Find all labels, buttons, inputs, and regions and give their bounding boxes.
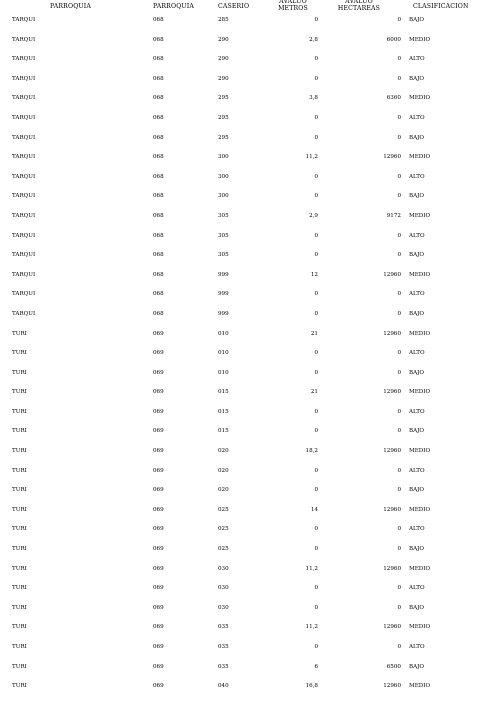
cell-avaluo-hectareas: 0: [397, 526, 401, 533]
table-row: [0, 370, 493, 390]
cell-avaluo-metros: 0: [314, 467, 318, 474]
cell-avaluo-hectareas: 0: [397, 252, 401, 259]
cell-codigo: 069: [153, 506, 164, 513]
cell-codigo: 068: [153, 252, 164, 259]
cell-clasificacion: ALTO: [409, 585, 425, 592]
cell-clasificacion: MEDIO: [409, 565, 431, 572]
cell-parroquia: TURI: [12, 546, 27, 553]
cell-clasificacion: BAJO: [409, 546, 424, 553]
table-row: [0, 115, 493, 135]
cell-clasificacion: BAJO: [409, 75, 424, 82]
cell-avaluo-metros: 2,8: [309, 36, 318, 43]
cell-avaluo-hectareas: 0: [397, 56, 401, 63]
cell-avaluo-metros: 0: [314, 75, 318, 82]
cell-parroquia: TARQUI: [12, 271, 36, 278]
cell-avaluo-hectareas: 0: [397, 428, 401, 435]
cell-parroquia: TARQUI: [12, 232, 36, 239]
cell-avaluo-metros: 21: [310, 330, 318, 337]
cell-avaluo-metros: 12: [310, 271, 318, 278]
cell-avaluo-hectareas: 0: [397, 487, 401, 494]
header-clasificacion: CLASIFICACION: [413, 3, 469, 10]
cell-caserio: 040: [218, 683, 229, 690]
cell-parroquia: TARQUI: [12, 36, 36, 43]
cell-caserio: 300: [218, 154, 229, 161]
header-avaluo-metros: [272, 0, 314, 12]
cell-parroquia: TURI: [12, 683, 27, 690]
cell-avaluo-hectareas: 0: [397, 291, 401, 298]
cell-parroquia: TARQUI: [12, 134, 36, 141]
cell-avaluo-metros: 0: [314, 408, 318, 415]
cell-parroquia: TURI: [12, 428, 27, 435]
cell-avaluo-hectareas: 0: [397, 546, 401, 553]
cell-clasificacion: ALTO: [409, 408, 425, 415]
cell-parroquia: TARQUI: [12, 212, 36, 219]
table-row: [0, 154, 493, 174]
table-row: [0, 291, 493, 311]
cell-avaluo-hectareas: 0: [397, 17, 401, 23]
cell-clasificacion: MEDIO: [409, 36, 431, 43]
cell-caserio: 999: [218, 310, 229, 317]
cell-avaluo-hectareas: 0: [397, 467, 401, 474]
cell-parroquia: TARQUI: [12, 95, 36, 102]
cell-caserio: 305: [218, 252, 229, 259]
cell-avaluo-hectareas: 0: [397, 75, 401, 82]
table-row: [0, 76, 493, 96]
cell-codigo: 069: [153, 546, 164, 553]
cell-codigo: 069: [153, 565, 164, 572]
cell-codigo: 069: [153, 428, 164, 435]
cell-codigo: 069: [153, 585, 164, 592]
table-row: [0, 585, 493, 605]
table-row: [0, 233, 493, 253]
cell-codigo: 069: [153, 624, 164, 631]
table-row: [0, 409, 493, 429]
cell-avaluo-hectareas: 12960: [383, 271, 401, 278]
cell-avaluo-hectareas: 0: [397, 350, 401, 357]
cell-avaluo-hectareas: 0: [397, 134, 401, 141]
table-row: [0, 135, 493, 155]
cell-avaluo-hectareas: 0: [397, 193, 401, 200]
cell-parroquia: TURI: [12, 369, 27, 376]
header-avaluo-hectareas-line2: HECTAREAS: [337, 4, 381, 12]
cell-parroquia: TARQUI: [12, 193, 36, 200]
cell-caserio: 020: [218, 448, 229, 455]
cell-parroquia: TURI: [12, 330, 27, 337]
cell-caserio: 305: [218, 232, 229, 239]
cell-avaluo-metros: 14: [310, 506, 318, 513]
cell-clasificacion: BAJO: [409, 369, 424, 376]
cell-clasificacion: ALTO: [409, 350, 425, 357]
table-row: [0, 252, 493, 272]
cell-codigo: 069: [153, 644, 164, 650]
cell-parroquia: TURI: [12, 624, 27, 631]
cell-clasificacion: MEDIO: [409, 389, 431, 396]
table-row: [0, 546, 493, 566]
cell-clasificacion: ALTO: [409, 114, 425, 121]
cell-parroquia: TARQUI: [12, 56, 36, 63]
cell-parroquia: TARQUI: [12, 154, 36, 161]
cell-avaluo-metros: 11,2: [305, 565, 318, 572]
cell-avaluo-metros: 0: [314, 526, 318, 533]
cell-caserio: 020: [218, 467, 229, 474]
cell-avaluo-hectareas: 12960: [383, 683, 401, 690]
cell-codigo: 069: [153, 487, 164, 494]
cell-codigo: 068: [153, 173, 164, 180]
cell-caserio: 015: [218, 408, 229, 415]
cell-codigo: 069: [153, 389, 164, 396]
header-avaluo-hectareas: [333, 0, 385, 12]
table-row: [0, 448, 493, 468]
cell-clasificacion: MEDIO: [409, 95, 431, 102]
cell-avaluo-hectareas: 0: [397, 604, 401, 611]
cell-parroquia: TARQUI: [12, 291, 36, 298]
cell-caserio: 025: [218, 506, 229, 513]
table-row: [0, 468, 493, 488]
cell-codigo: 068: [153, 75, 164, 82]
cell-parroquia: TURI: [12, 487, 27, 494]
cell-clasificacion: BAJO: [409, 310, 424, 317]
cell-avaluo-metros: 0: [314, 350, 318, 357]
cell-caserio: 010: [218, 350, 229, 357]
cell-codigo: 068: [153, 310, 164, 317]
cell-codigo: 068: [153, 291, 164, 298]
cell-codigo: 068: [153, 36, 164, 43]
cell-caserio: 290: [218, 56, 229, 63]
table-row: [0, 272, 493, 292]
cell-avaluo-hectareas: 0: [397, 232, 401, 239]
cell-avaluo-hectareas: 12960: [383, 506, 401, 513]
cell-avaluo-hectareas: 0: [397, 369, 401, 376]
cell-avaluo-metros: 16,8: [305, 683, 318, 690]
cell-parroquia: TURI: [12, 526, 27, 533]
header-avaluo-metros-line1: AVALUO: [279, 0, 307, 5]
cell-caserio: 295: [218, 134, 229, 141]
cell-parroquia: TURI: [12, 448, 27, 455]
cell-avaluo-hectareas: 12960: [383, 330, 401, 337]
cell-clasificacion: MEDIO: [409, 271, 431, 278]
cell-avaluo-metros: 0: [314, 644, 318, 650]
table-row: [0, 605, 493, 625]
cell-clasificacion: BAJO: [409, 17, 424, 23]
cell-caserio: 030: [218, 585, 229, 592]
cell-parroquia: TARQUI: [12, 173, 36, 180]
cell-parroquia: TARQUI: [12, 114, 36, 121]
cell-avaluo-hectareas: 0: [397, 310, 401, 317]
table-row: [0, 174, 493, 194]
cell-avaluo-hectareas: 12960: [383, 624, 401, 631]
table-row: [0, 56, 493, 76]
table-row: [0, 644, 493, 664]
cell-clasificacion: BAJO: [409, 487, 424, 494]
cell-codigo: 068: [153, 193, 164, 200]
cell-avaluo-hectareas: 0: [397, 585, 401, 592]
cell-parroquia: TARQUI: [12, 75, 36, 82]
table-body: [0, 17, 493, 703]
cell-avaluo-hectareas: 6500: [386, 663, 401, 670]
cell-caserio: 015: [218, 428, 229, 435]
cell-avaluo-metros: 3,8: [309, 95, 318, 102]
cell-avaluo-metros: 0: [314, 114, 318, 121]
cell-avaluo-metros: 6: [314, 663, 318, 670]
header-parroquia-name: PARROQUIA: [50, 3, 92, 10]
table-row: [0, 95, 493, 115]
cell-clasificacion: MEDIO: [409, 154, 431, 161]
cell-codigo: 069: [153, 683, 164, 690]
cell-codigo: 068: [153, 95, 164, 102]
cell-avaluo-metros: 0: [314, 134, 318, 141]
cell-codigo: 068: [153, 17, 164, 23]
cell-avaluo-metros: 11,2: [305, 624, 318, 631]
cell-parroquia: TURI: [12, 565, 27, 572]
table-row: [0, 193, 493, 213]
cell-parroquia: TURI: [12, 663, 27, 670]
cell-caserio: 305: [218, 212, 229, 219]
table-row: [0, 213, 493, 233]
cell-avaluo-metros: 0: [314, 291, 318, 298]
cell-codigo: 069: [153, 663, 164, 670]
cell-caserio: 010: [218, 330, 229, 337]
cell-caserio: 295: [218, 114, 229, 121]
table-row: [0, 428, 493, 448]
cell-caserio: 290: [218, 75, 229, 82]
cell-parroquia: TURI: [12, 408, 27, 415]
cell-clasificacion: ALTO: [409, 232, 425, 239]
cell-clasificacion: ALTO: [409, 526, 425, 533]
header-parroquia-code: PARROQUIA: [153, 3, 195, 10]
cell-codigo: 069: [153, 408, 164, 415]
cell-clasificacion: ALTO: [409, 644, 425, 650]
cell-parroquia: TURI: [12, 585, 27, 592]
cell-caserio: 035: [218, 663, 229, 670]
cell-avaluo-metros: 21: [310, 389, 318, 396]
cell-caserio: 015: [218, 389, 229, 396]
table-row: [0, 17, 493, 37]
cell-clasificacion: ALTO: [409, 291, 425, 298]
cell-parroquia: TURI: [12, 350, 27, 357]
cell-clasificacion: ALTO: [409, 173, 425, 180]
table-row: [0, 350, 493, 370]
table-row: [0, 487, 493, 507]
cell-clasificacion: BAJO: [409, 193, 424, 200]
cell-clasificacion: BAJO: [409, 663, 424, 670]
cell-codigo: 069: [153, 526, 164, 533]
cell-avaluo-metros: 0: [314, 193, 318, 200]
cell-codigo: 068: [153, 56, 164, 63]
header-avaluo-hectareas-line1: AVALUO: [345, 0, 373, 5]
cell-avaluo-hectareas: 9172: [386, 212, 401, 219]
cell-clasificacion: BAJO: [409, 252, 424, 259]
cell-caserio: 285: [218, 17, 229, 23]
cell-caserio: 999: [218, 271, 229, 278]
cell-caserio: 030: [218, 604, 229, 611]
cell-clasificacion: MEDIO: [409, 624, 431, 631]
table-row: [0, 566, 493, 586]
cell-clasificacion: MEDIO: [409, 330, 431, 337]
cell-parroquia: TARQUI: [12, 252, 36, 259]
cell-caserio: 300: [218, 193, 229, 200]
cell-caserio: 020: [218, 487, 229, 494]
cell-clasificacion: MEDIO: [409, 448, 431, 455]
cell-caserio: 035: [218, 644, 229, 650]
table-row: [0, 507, 493, 527]
cell-avaluo-metros: 0: [314, 546, 318, 553]
cell-clasificacion: BAJO: [409, 134, 424, 141]
cell-caserio: 290: [218, 36, 229, 43]
cell-avaluo-metros: 0: [314, 428, 318, 435]
cell-codigo: 068: [153, 114, 164, 121]
cell-avaluo-metros: 0: [314, 17, 318, 23]
cell-caserio: 025: [218, 546, 229, 553]
cell-avaluo-hectareas: 12960: [383, 154, 401, 161]
cell-caserio: 025: [218, 526, 229, 533]
cell-clasificacion: MEDIO: [409, 212, 431, 219]
cell-avaluo-metros: 0: [314, 252, 318, 259]
cell-avaluo-metros: 18,2: [305, 448, 318, 455]
cell-caserio: 035: [218, 624, 229, 631]
cell-avaluo-hectareas: 0: [397, 114, 401, 121]
cell-avaluo-hectareas: 0: [397, 408, 401, 415]
cell-codigo: 068: [153, 212, 164, 219]
cell-avaluo-hectareas: 6000: [386, 36, 401, 43]
cell-avaluo-metros: 0: [314, 585, 318, 592]
cell-caserio: 300: [218, 173, 229, 180]
cell-avaluo-hectareas: 6360: [386, 95, 401, 102]
cell-codigo: 069: [153, 369, 164, 376]
cell-avaluo-metros: 0: [314, 604, 318, 611]
cell-clasificacion: MEDIO: [409, 683, 431, 690]
header-caserio: CASERIO: [218, 3, 250, 10]
table-row: [0, 311, 493, 331]
cell-avaluo-hectareas: 0: [397, 173, 401, 180]
table-row: [0, 389, 493, 409]
cell-caserio: 295: [218, 95, 229, 102]
cell-clasificacion: ALTO: [409, 467, 425, 474]
cell-avaluo-metros: 11,2: [305, 154, 318, 161]
table-row: [0, 624, 493, 644]
cell-parroquia: TURI: [12, 506, 27, 513]
cell-avaluo-metros: 0: [314, 310, 318, 317]
header-avaluo-metros-line2: METROS: [278, 4, 308, 12]
cell-parroquia: TARQUI: [12, 17, 36, 23]
cell-clasificacion: BAJO: [409, 604, 424, 611]
cell-avaluo-hectareas: 0: [397, 644, 401, 650]
table-row: [0, 664, 493, 684]
cell-parroquia: TURI: [12, 644, 27, 650]
cell-clasificacion: BAJO: [409, 428, 424, 435]
cell-caserio: 010: [218, 369, 229, 376]
cell-clasificacion: MEDIO: [409, 506, 431, 513]
cell-codigo: 069: [153, 330, 164, 337]
cell-avaluo-metros: 0: [314, 369, 318, 376]
cell-avaluo-metros: 0: [314, 173, 318, 180]
cell-codigo: 069: [153, 448, 164, 455]
cell-codigo: 068: [153, 154, 164, 161]
cell-avaluo-metros: 0: [314, 232, 318, 239]
cell-avaluo-hectareas: 12960: [383, 389, 401, 396]
cell-parroquia: TARQUI: [12, 310, 36, 317]
cell-codigo: 068: [153, 134, 164, 141]
cell-avaluo-hectareas: 12960: [383, 565, 401, 572]
cell-parroquia: TURI: [12, 604, 27, 611]
cell-avaluo-metros: 0: [314, 56, 318, 63]
cell-codigo: 069: [153, 350, 164, 357]
cell-codigo: 068: [153, 232, 164, 239]
cell-avaluo-hectareas: 12960: [383, 448, 401, 455]
cell-clasificacion: ALTO: [409, 56, 425, 63]
cell-avaluo-metros: 0: [314, 487, 318, 494]
table-row: [0, 683, 493, 703]
cell-codigo: 069: [153, 604, 164, 611]
cell-parroquia: TURI: [12, 467, 27, 474]
cell-parroquia: TURI: [12, 389, 27, 396]
table-row: [0, 37, 493, 57]
cell-avaluo-metros: 2,9: [309, 212, 318, 219]
table-row: [0, 331, 493, 351]
cell-caserio: 030: [218, 565, 229, 572]
cell-codigo: 068: [153, 271, 164, 278]
cell-caserio: 999: [218, 291, 229, 298]
table-row: [0, 526, 493, 546]
cell-codigo: 069: [153, 467, 164, 474]
